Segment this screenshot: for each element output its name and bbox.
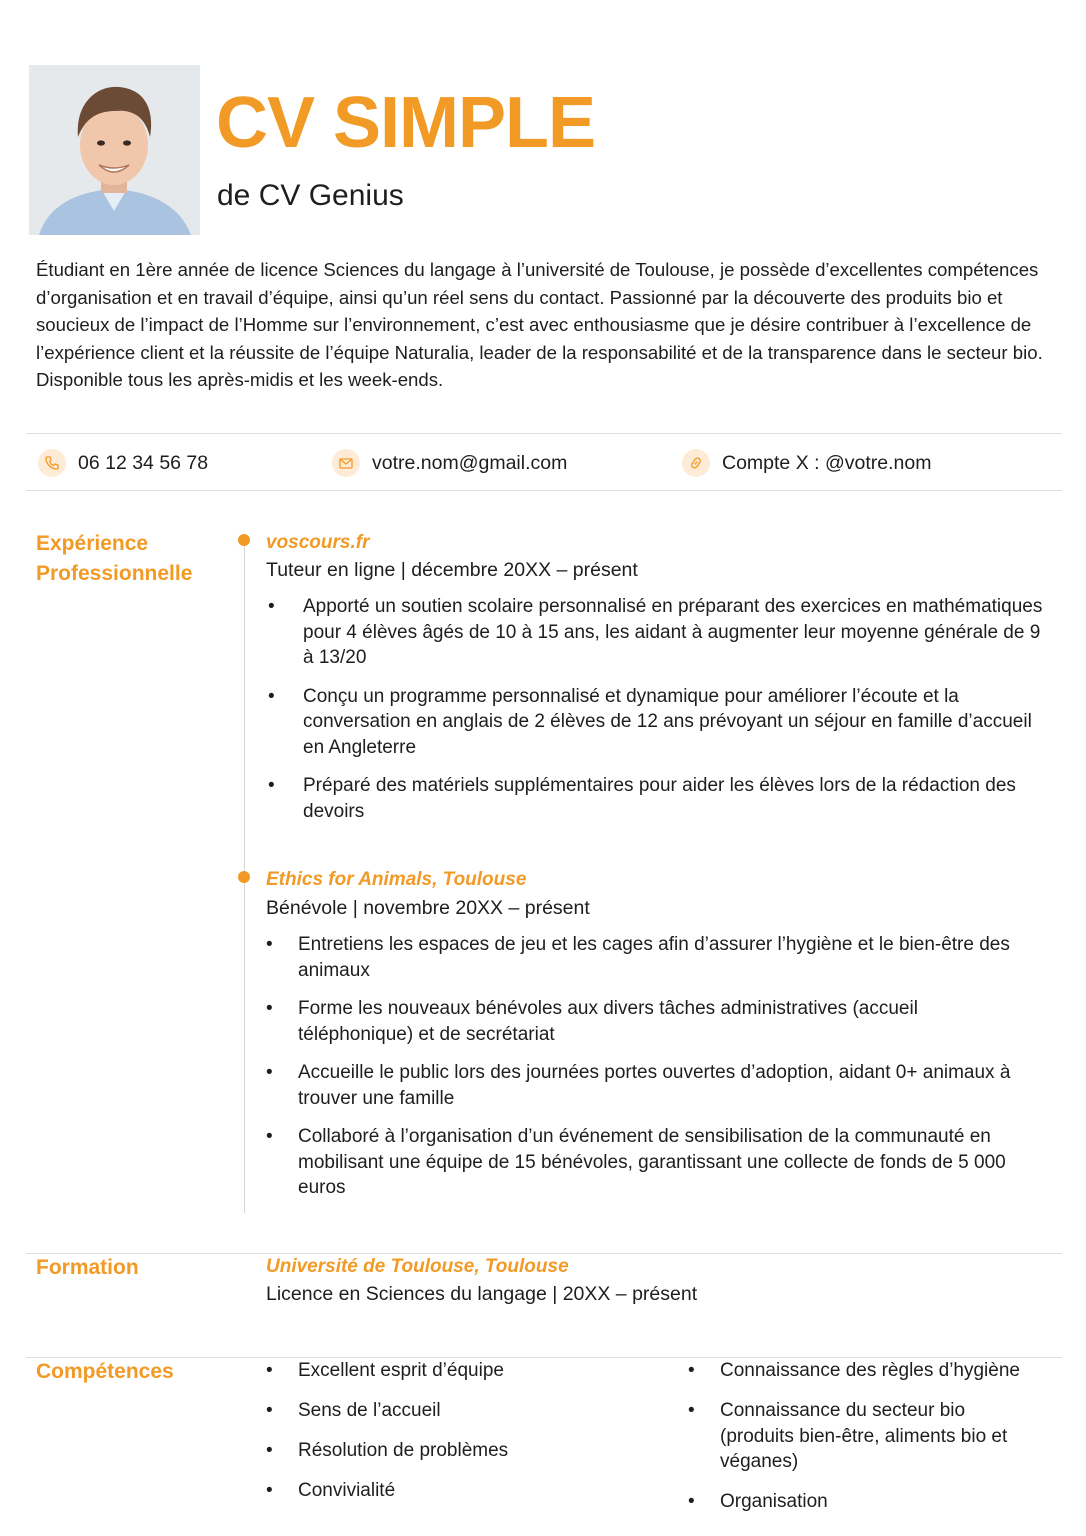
list-item: • Préparé des matériels supplémentaires pour aider les élèves lors de la rédaction des devoirs xyxy=(268,775,1016,822)
bullet-text: Collaboré à l’organisation d’un événement de sensibilisation de la communauté en mobilisant une équipe de 15 bénévoles, garantissant une collecte de fonds de 5 000 euros xyxy=(298,1126,1006,1198)
portrait-illustration xyxy=(29,65,200,235)
skill-text: Connaissance du secteur bio (produits bien-être, aliments bio et véganes) xyxy=(720,1400,1008,1472)
bullet-text: Forme les nouveaux bénévoles aux divers tâches administratives (accueil téléphonique) et de secrétariat xyxy=(298,998,918,1045)
job-role: Tuteur en ligne | décembre 20XX – présent xyxy=(266,559,638,581)
skill-item: • Sens de l’accueil xyxy=(266,1400,441,1421)
skill-text: Convivialité xyxy=(298,1480,396,1501)
bullet-text: Accueille le public lors des journées portes ouvertes d’adoption, aidant 0+ animaux à trouver une famille xyxy=(298,1062,1011,1109)
bullet-text: Entretiens les espaces de jeu et les cages afin d’assurer l’hygiène et le bien-être des animaux xyxy=(298,934,1010,981)
job-bullets xyxy=(268,594,1046,824)
job-bullets xyxy=(266,932,1036,1201)
list-item: • Accueille le public lors des journées portes ouvertes d’adoption, aidant 0+ animaux à trouver une famille xyxy=(266,1062,1011,1109)
phone-icon xyxy=(38,449,66,477)
page-subtitle: de CV Genius xyxy=(217,179,404,212)
email-text: votre.nom@gmail.com xyxy=(372,451,568,474)
skill-item: • Connaissance des règles d’hygiène xyxy=(688,1360,1020,1381)
skill-item: • Résolution de problèmes xyxy=(266,1440,509,1461)
job-role: Bénévole | novembre 20XX – présent xyxy=(266,897,590,919)
bullet-text: Préparé des matériels supplémentaires pour aider les élèves lors de la rédaction des devoirs xyxy=(303,775,1016,822)
bullet-text: Apporté un soutien scolaire personnalisé en préparant des exercices en mathématiques pour 4 élèves âgés de 10 à 15 ans, les aidant à augmenter leur moyenne générale de 9 à 13/20 xyxy=(303,596,1043,668)
timeline-dot xyxy=(238,534,250,546)
job-org: voscours.fr xyxy=(266,532,370,553)
page-title: CV SIMPLE xyxy=(216,83,596,163)
mail-icon xyxy=(332,449,360,477)
skills-list-left xyxy=(266,1358,656,1504)
list-item: • Entretiens les espaces de jeu et les cages afin d’assurer l’hygiène et le bien-être des animaux xyxy=(266,934,1010,981)
skill-text: Connaissance des règles d’hygiène xyxy=(720,1360,1020,1381)
contact-top-divider xyxy=(26,433,1062,434)
skill-text: Résolution de problèmes xyxy=(298,1440,509,1461)
skill-text: Excellent esprit d’équipe xyxy=(298,1360,504,1381)
contact-bottom-divider xyxy=(26,490,1062,491)
list-item: • Conçu un programme personnalisé et dynamique pour améliorer l’écoute et la conversation en anglais de 2 élèves de 12 ans prévoyant un séjour en famille d’accueil en Angleterre xyxy=(268,685,1032,758)
skill-item: • Connaissance du secteur bio (produits bien-être, aliments bio et véganes) xyxy=(688,1400,1008,1472)
timeline-dot xyxy=(238,871,250,883)
profile-photo xyxy=(29,65,200,235)
skill-item: • Organisation xyxy=(688,1491,828,1512)
skill-text: Sens de l’accueil xyxy=(298,1400,441,1421)
phone-text: 06 12 34 56 78 xyxy=(78,451,209,474)
bullet-text: Conçu un programme personnalisé et dynamique pour améliorer l’écoute et la conversation en anglais de 2 élèves de 12 ans prévoyant un séjour en famille d’accueil en Angleterre xyxy=(303,685,1032,758)
education-org: Université de Toulouse, Toulouse xyxy=(266,1256,569,1277)
social-text: Compte X : @votre.nom xyxy=(722,451,932,474)
skill-item: • Convivialité xyxy=(266,1480,396,1501)
contact-email[interactable] xyxy=(332,448,567,478)
list-item: • Collaboré à l’organisation d’un événement de sensibilisation de la communauté en mobilisant une équipe de 15 bénévoles, garantissant une collecte de fonds de 5 000 euros xyxy=(266,1126,1006,1198)
contact-phone[interactable] xyxy=(38,448,208,478)
link-icon xyxy=(682,449,710,477)
skill-item: • Excellent esprit d’équipe xyxy=(266,1360,504,1381)
skill-text: Organisation xyxy=(720,1491,828,1512)
skills-list-right xyxy=(688,1358,1038,1515)
section-title-skills: Compétences xyxy=(36,1360,174,1383)
list-item: • Forme les nouveaux bénévoles aux divers tâches administratives (accueil téléphonique) et de secrétariat xyxy=(266,998,918,1045)
list-item: • Apporté un soutien scolaire personnalisé en préparant des exercices en mathématiques pour 4 élèves âgés de 10 à 15 ans, les aidant à augmenter leur moyenne générale de 9 à 13/20 xyxy=(268,596,1043,668)
contact-social[interactable] xyxy=(682,448,931,478)
profile-summary: Étudiant en 1ère année de licence Sciences du langage à l’université de Toulouse, je possède d’excellentes compétences d’organisation et en travail d’équipe, ainsi qu’un réel sens du contact. Passionné par la découverte des produits bio et soucieux de l’impact de l’Homme sur l’environnement, c’est avec enthousiasme que je désire contribuer à l’excellence de l’expérience client et la réussite de l’équipe Naturalia, leader de la responsabilité et de la transparence dans le secteur bio. Disponible tous les après-midis et les week-ends. xyxy=(36,259,1043,391)
education-degree: Licence en Sciences du langage | 20XX – présent xyxy=(266,1283,698,1305)
job-org: Ethics for Animals, Toulouse xyxy=(266,869,527,890)
section-title-education: Formation xyxy=(36,1256,139,1279)
section-title-experience: Expérience Professionnelle xyxy=(36,532,193,585)
